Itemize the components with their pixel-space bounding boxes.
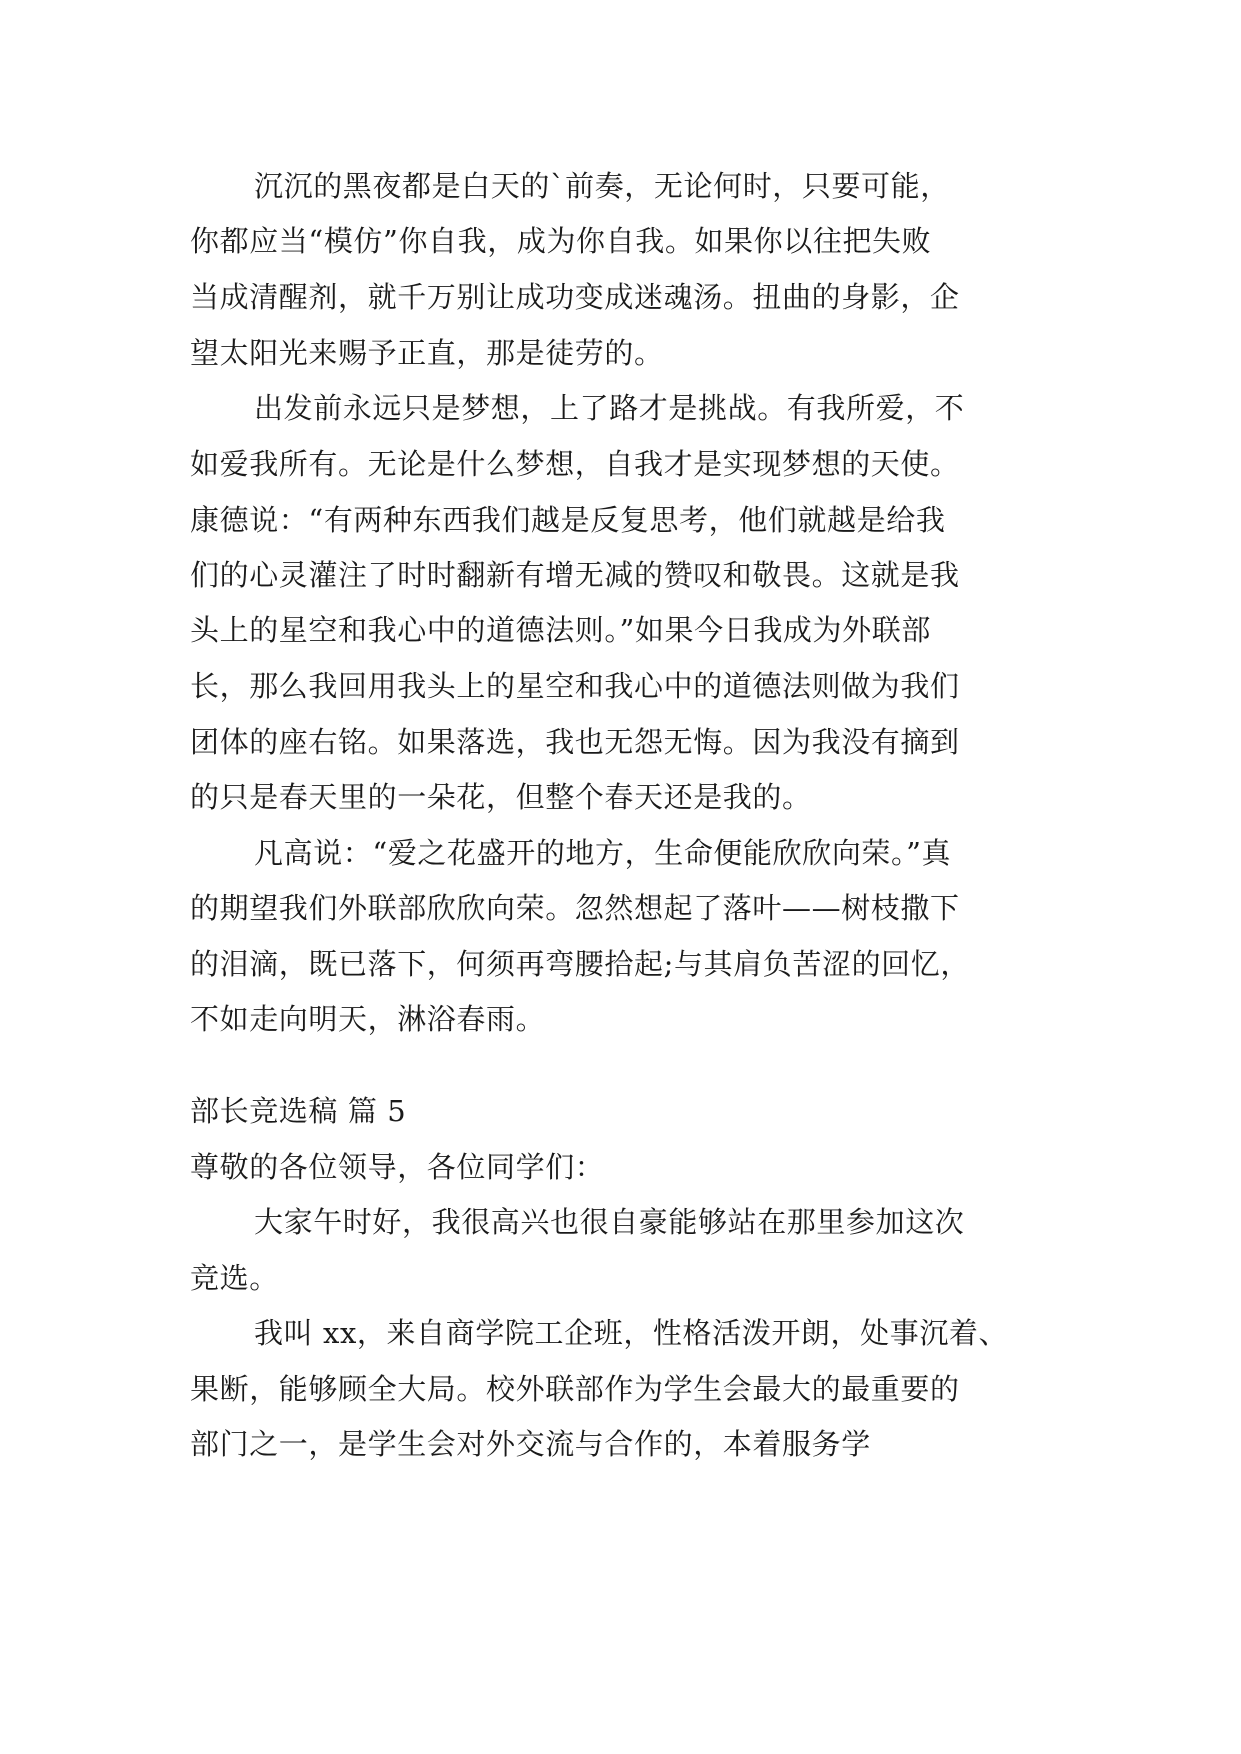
paragraph-line: 的泪滴，既已落下，何须再弯腰拾起;与其肩负苦涩的回忆， [190,947,970,981]
paragraph-line: 们的心灵灌注了时时翻新有增无减的赞叹和敬畏。这就是我 [190,558,960,592]
paragraph-line: 长，那么我回用我头上的星空和我心中的道德法则做为我们 [190,669,960,703]
paragraph-line: 望太阳光来赐予正直，那是徒劳的。 [190,336,664,370]
paragraph-line: 不如走向明天，淋浴春雨。 [190,1002,546,1036]
paragraph-line: 部门之一，是学生会对外交流与合作的，本着服务学 [190,1427,871,1461]
paragraph-line: 凡高说：“爱之花盛开的地方，生命便能欣欣向荣。”真 [254,836,952,870]
paragraph-line: 大家午时好，我很高兴也很自豪能够站在那里参加这次 [254,1205,965,1239]
paragraph-line: 如爱我所有。无论是什么梦想，自我才是实现梦想的天使。 [190,447,960,481]
section-heading: 部长竞选稿 篇 5 [190,1094,407,1128]
paragraph-line: 的只是春天里的一朵花，但整个春天还是我的。 [190,780,812,814]
paragraph-line: 当成清醒剂，就千万别让成功变成迷魂汤。扭曲的身影，企 [190,280,960,314]
paragraph-line: 的期望我们外联部欣欣向荣。忽然想起了落叶——树枝撒下 [190,891,960,925]
paragraph-line: 出发前永远只是梦想，上了路才是挑战。有我所爱，不 [254,391,965,425]
paragraph-line: 沉沉的黑夜都是白天的`前奏，无论何时，只要可能， [254,169,950,203]
paragraph-line: 康德说：“有两种东西我们越是反复思考，他们就越是给我 [190,503,946,537]
paragraph-line: 你都应当“模仿”你自我，成为你自我。如果你以往把失败 [190,224,932,258]
paragraph-line: 果断，能够顾全大局。校外联部作为学生会最大的最重要的 [190,1372,960,1406]
paragraph-line: 我叫 xx，来自商学院工企班，性格活泼开朗，处事沉着、 [254,1316,1009,1350]
paragraph-line: 竞选。 [190,1261,279,1295]
salutation: 尊敬的各位领导，各位同学们： [190,1150,605,1184]
paragraph-line: 团体的座右铭。如果落选，我也无怨无悔。因为我没有摘到 [190,725,960,759]
paragraph-line: 头上的星空和我心中的道德法则。”如果今日我成为外联部 [190,613,931,647]
